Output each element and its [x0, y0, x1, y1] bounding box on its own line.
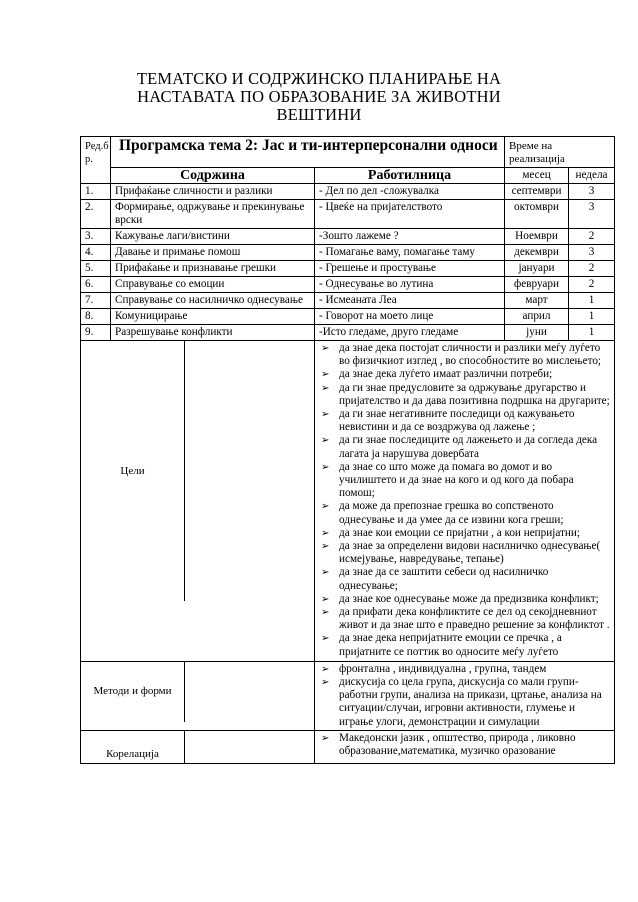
methods-cell: [315, 661, 615, 730]
arrow-bullet-icon: ➢: [321, 663, 330, 675]
row-month: февруари: [505, 277, 569, 293]
correlation-label-cell: [81, 730, 315, 763]
row-workshop: - Цвеќе на пријателството: [315, 200, 505, 229]
row-number: 8.: [81, 309, 111, 325]
row-number: 2.: [81, 200, 111, 229]
goal-item: [321, 606, 610, 632]
row-workshop: - Дел по дел -сложувалка: [315, 184, 505, 200]
methods-list: [319, 663, 610, 729]
row-content: Формирање, одржување и прекинување врски: [111, 200, 315, 229]
goal-item-text: да прифати дека конфликтите се дел од секојдневниот живот и да знае што е праведно решение за конфликтот .: [339, 606, 610, 632]
row-week: 1: [569, 293, 615, 309]
row-month: март: [505, 293, 569, 309]
arrow-bullet-icon: ➢: [321, 567, 330, 579]
row-workshop: -Исто гледаме, друго гледаме: [315, 325, 505, 341]
row-week: 2: [569, 261, 615, 277]
arrow-bullet-icon: ➢: [321, 527, 330, 539]
arrow-bullet-icon: ➢: [321, 382, 330, 394]
goal-item-text: да знае дека луѓето имаат различни потреби;: [339, 368, 553, 381]
goal-item: [321, 460, 610, 501]
row-month: јуни: [505, 325, 569, 341]
goal-item-text: да ги знае последиците од лажењето и да согледа дека лагата ја нарушува довербата: [339, 434, 598, 460]
title-line-3: ВЕШТИНИ: [276, 105, 362, 124]
arrow-bullet-icon: ➢: [321, 501, 330, 513]
row-week: 1: [569, 325, 615, 341]
goals-cell: [315, 341, 615, 662]
time-header: Време на реализација: [505, 137, 615, 168]
method-item-text: фронтална , индивидуална , групна, тандем: [339, 662, 547, 675]
goal-item-text: да ги знае предусловите за одржување другарство и пријателство и да дава позитивна подршка на другарите;: [339, 381, 610, 407]
arrow-bullet-icon: ➢: [321, 732, 330, 744]
arrow-bullet-icon: ➢: [321, 461, 330, 473]
correlation-cell: [315, 730, 615, 763]
goal-item-text: да знае дека непријатните емоции се пречка , а пријатните се поттик во односите меѓу луѓето: [339, 632, 562, 658]
table-row: [81, 293, 615, 309]
row-number: 9.: [81, 325, 111, 341]
table-row: [81, 325, 615, 341]
table-row: [81, 200, 615, 229]
correlation-label: Корелација: [81, 731, 185, 763]
row-workshop: - Говорот на моето лице: [315, 309, 505, 325]
table-row: [81, 277, 615, 293]
goals-label: Цели: [81, 341, 185, 601]
table-row: [81, 245, 615, 261]
methods-label-cell: [81, 661, 315, 730]
planning-table: [80, 136, 615, 764]
table-row: [81, 229, 615, 245]
row-content: Комуницирање: [111, 309, 315, 325]
row-number: 3.: [81, 229, 111, 245]
goal-item-text: да знае за определени видови насилничко однесување( исмејување, навредување, тепање): [339, 540, 601, 566]
row-number: 5.: [81, 261, 111, 277]
table-row: [81, 184, 615, 200]
document-title: [0, 70, 638, 124]
goal-item: [321, 434, 610, 460]
row-content: Справување со емоции: [111, 277, 315, 293]
goal-item-text: да може да препознае грешка во сопственото однесување и да умее да се извини кога греши;: [339, 500, 564, 526]
row-week: 3: [569, 200, 615, 229]
arrow-bullet-icon: ➢: [321, 409, 330, 421]
goal-item: [321, 526, 610, 540]
row-week: 1: [569, 309, 615, 325]
row-content: Давање и примање помош: [111, 245, 315, 261]
arrow-bullet-icon: ➢: [321, 343, 330, 354]
row-content: Кажување лаги/вистини: [111, 229, 315, 245]
goal-item-text: да знае со што може да помага во домот и во училиштето и да знае на кого и од кого да побара помош;: [339, 460, 574, 500]
correlation-row: [81, 730, 615, 763]
row-week: 2: [569, 229, 615, 245]
goals-row: [81, 341, 615, 662]
row-number: 6.: [81, 277, 111, 293]
month-header: месец: [505, 168, 569, 184]
num-header: Ред.б р.: [81, 137, 111, 184]
goal-item: [321, 500, 610, 526]
row-number: 1.: [81, 184, 111, 200]
row-week: 3: [569, 184, 615, 200]
header-row-2: [81, 168, 615, 184]
goal-item-text: да знае дека постојат сличности и разлики меѓу луѓето во физичкиот изглед , во способностите во мислењето;: [339, 342, 602, 368]
row-number: 7.: [81, 293, 111, 309]
row-workshop: - Помагање ваму, помагање таму: [315, 245, 505, 261]
row-workshop: - Грешење и простување: [315, 261, 505, 277]
theme-title: Програмска тема 2: Јас и ти-интерперсонални односи: [111, 137, 505, 168]
correlation-list: [319, 732, 610, 758]
row-workshop: - Однесување во лутина: [315, 277, 505, 293]
row-month: октомври: [505, 200, 569, 229]
row-workshop: - Исмеаната Леа: [315, 293, 505, 309]
row-month: Ноември: [505, 229, 569, 245]
row-number: 4.: [81, 245, 111, 261]
goal-item: [321, 566, 610, 592]
row-content: Прифаќање сличности и разлики: [111, 184, 315, 200]
goal-item: [321, 540, 610, 566]
header-row-1: [81, 137, 615, 168]
goal-item: [321, 592, 610, 606]
goals-label-cell: [81, 341, 315, 662]
goals-list: [319, 342, 610, 659]
correlation-item: [321, 731, 610, 758]
method-item-text: дискусија со цела група, дискусија со мали групи- работни групи, анализа на прикази, цртање, анализа на ситуации/случаи, игровни активности, глумење и играње улоги, демонстрации и симулации: [339, 676, 602, 728]
goal-item-text: да ги знае негативните последици од кажувањето невистини и да се воздржува од лажење ;: [339, 408, 575, 434]
arrow-bullet-icon: ➢: [321, 435, 330, 447]
goal-item-text: да знае кое однесување може да предизвика конфликт;: [339, 592, 599, 605]
methods-row: [81, 661, 615, 730]
goal-item: [321, 342, 610, 368]
row-month: јануари: [505, 261, 569, 277]
goal-item-text: да знае кои емоции се пријатни , а кои непријатни;: [339, 526, 580, 539]
title-line-2: НАСТАВАТА ПО ОБРАЗОВАНИЕ ЗА ЖИВОТНИ: [137, 87, 501, 106]
row-month: септември: [505, 184, 569, 200]
arrow-bullet-icon: ➢: [321, 633, 330, 645]
row-content: Прифаќање и признавање грешки: [111, 261, 315, 277]
goal-item: [321, 368, 610, 381]
week-header: недела: [569, 168, 615, 184]
table-row: [81, 261, 615, 277]
arrow-bullet-icon: ➢: [321, 593, 330, 605]
row-month: април: [505, 309, 569, 325]
content-header: Содржина: [111, 168, 315, 184]
goal-item-text: да знае да се заштити себеси од насилничко однесување;: [339, 566, 549, 592]
row-content: Справување со насилничко однесување: [111, 293, 315, 309]
methods-label: Методи и форми: [81, 662, 185, 722]
arrow-bullet-icon: ➢: [321, 677, 330, 689]
row-content: Разрешување конфликти: [111, 325, 315, 341]
row-week: 3: [569, 245, 615, 261]
workshop-header: Работилница: [315, 168, 505, 184]
goal-item: [321, 408, 610, 434]
table-row: [81, 309, 615, 325]
row-workshop: -Зошто лажеме ?: [315, 229, 505, 245]
correlation-item-text: Македонски јазик , општество, природа , ликовно образование,математика, музичко оразование: [339, 731, 576, 758]
title-line-1: ТЕМАТСКО И СОДРЖИНСКО ПЛАНИРАЊЕ НА: [136, 69, 502, 88]
arrow-bullet-icon: ➢: [321, 369, 330, 381]
method-item: [321, 676, 610, 729]
topics-body: [81, 184, 615, 341]
arrow-bullet-icon: ➢: [321, 607, 330, 619]
arrow-bullet-icon: ➢: [321, 541, 330, 553]
goal-item: [321, 381, 610, 408]
method-item: [321, 662, 610, 676]
row-week: 2: [569, 277, 615, 293]
row-month: декември: [505, 245, 569, 261]
goals-label-split: [81, 341, 314, 601]
goal-item: [321, 632, 610, 658]
